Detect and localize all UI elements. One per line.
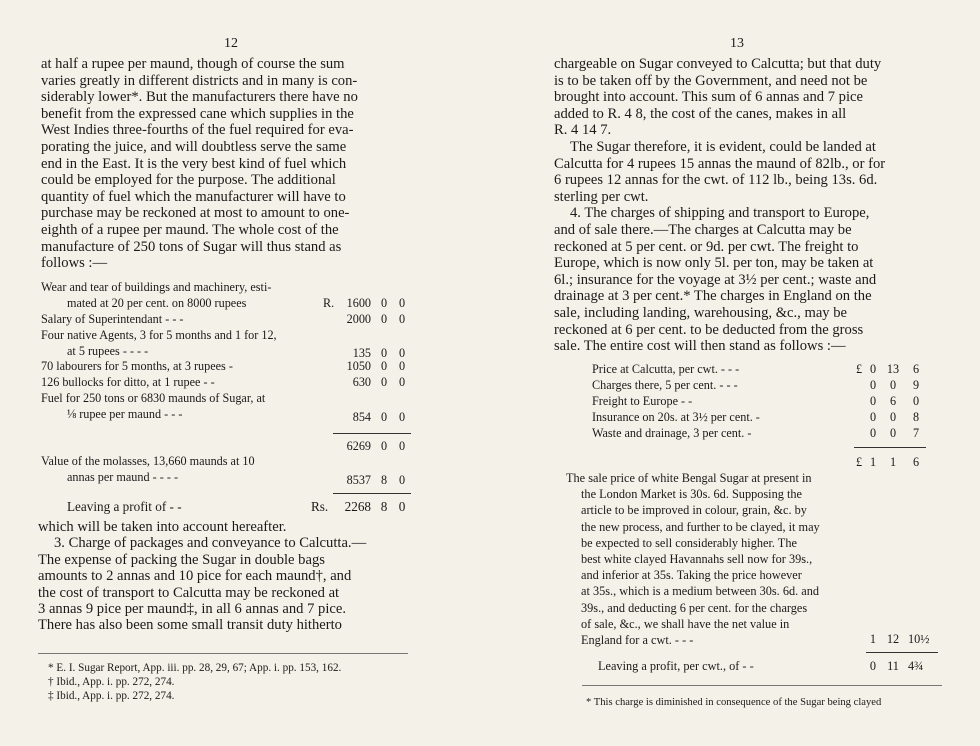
sum-rule <box>333 433 411 434</box>
sum-rule <box>333 493 411 494</box>
row-label: Leaving a profit of - - <box>67 499 182 514</box>
sum-rule <box>866 652 938 653</box>
shillings-value: 1 <box>889 455 897 469</box>
shillings-value: 0 <box>889 426 897 440</box>
pice-value: 0 <box>398 312 406 326</box>
text-line: could be employed for the purpose. The additional <box>41 172 336 189</box>
net-value-cell <box>868 632 940 650</box>
pence-value: 8 <box>912 410 920 424</box>
page-number: 13 <box>730 36 744 51</box>
sum-rule <box>854 447 926 448</box>
rupees-value: 8537 <box>346 473 371 487</box>
rupees-value: 1050 <box>346 359 371 373</box>
shillings-value: 11 <box>887 659 899 673</box>
text-line: be expected to sell considerably higher. The <box>581 535 797 550</box>
text-line: drainage at 3 per cent.* The charges in England on the <box>554 288 872 305</box>
shillings-value: 12 <box>886 632 900 646</box>
annas-value: 0 <box>380 312 388 326</box>
row-label: Charges there, 5 per cent. - - - <box>592 378 738 392</box>
pice-value: 0 <box>398 473 406 487</box>
body-paragraph <box>566 470 864 648</box>
pounds-value: 0 <box>869 378 877 392</box>
currency-label: £ <box>856 362 863 376</box>
footnote-line: † Ibid., App. i. pp. 272, 274. <box>48 675 175 688</box>
row-label: Insurance on 20s. at 3½ per cent. - <box>592 410 760 424</box>
text-line: 6l.; insurance for the voyage at 3½ per cent.; waste and <box>554 271 877 288</box>
text-line: amounts to 2 annas and 10 pice for each maund†, and <box>38 568 352 585</box>
text-line: chargeable on Sugar conveyed to Calcutta; but that duty <box>554 56 882 72</box>
text-line: the new process, and further to be clayed, it may <box>581 519 820 534</box>
text-line: best white clayed Havannahs sell now for 39s., <box>581 552 813 567</box>
currency-label: Rs. <box>311 499 329 514</box>
annas-value: 0 <box>380 439 388 453</box>
text-line: the London Market is 30s. 6d. Supposing the <box>581 487 802 502</box>
pence-value: 6 <box>912 362 920 376</box>
body-paragraph <box>554 56 926 355</box>
cost-table <box>41 280 421 520</box>
text-line: eighth of a rupee per maund. The whole cost of the <box>41 221 339 238</box>
text-line: England for a cwt. - - - <box>581 633 694 648</box>
section-heading: 4. The charges of shipping and transport to Europe, <box>570 205 870 222</box>
text-line: of sale, &c., we shall have the net value in <box>581 616 790 631</box>
pice-value: 0 <box>398 296 406 310</box>
text-line: manufacture of 250 tons of Sugar will thus stand as <box>41 238 342 255</box>
text-line: Calcutta for 4 rupees 15 annas the maund of 82lb., or for <box>554 155 886 172</box>
rupees-value: 2268 <box>344 499 371 514</box>
text-line: porating the juice, and will doubtless serve the same <box>41 138 347 155</box>
shillings-value: 13 <box>886 362 900 376</box>
pence-value: 0 <box>912 394 920 408</box>
text-line: and of sale there.—The charges at Calcutta may be <box>554 221 852 238</box>
shillings-value: 6 <box>889 394 897 408</box>
footnote <box>48 662 341 703</box>
text-line: benefit from the expressed cane which supplies in the <box>41 105 354 122</box>
text-line: The Sugar therefore, it is evident, could be landed at <box>570 138 876 155</box>
pounds-value: 1 <box>869 455 877 469</box>
text-line: There has also been some small transit duty hitherto <box>38 617 342 634</box>
pounds-value: 0 <box>869 410 877 424</box>
currency-label: £ <box>856 455 863 469</box>
rupees-value: 854 <box>352 410 371 424</box>
text-line: added to R. 4 8, the cost of the canes, makes in all <box>554 105 847 122</box>
text-line: brought into account. This sum of 6 annas and 7 pice <box>554 89 863 106</box>
text-line: reckoned at 5 per cent. or 9d. per cwt. The freight to <box>554 238 859 255</box>
text-line: reckoned at 6 per cent. to be deducted from the gross <box>554 321 864 338</box>
annas-value: 8 <box>380 473 388 487</box>
pice-value: 0 <box>398 410 406 424</box>
annas-value: 0 <box>380 410 388 424</box>
pounds-value: 0 <box>869 659 877 673</box>
footnote-line: ‡ Ibid., App. i. pp. 272, 274. <box>48 689 175 702</box>
text-line: varies greatly in different districts and in many is con- <box>41 72 358 89</box>
row-label: mated at 20 per cent. on 8000 rupees <box>67 296 247 310</box>
row-label: 126 bullocks for ditto, at 1 rupee - - <box>41 375 215 389</box>
page-number: 12 <box>224 36 238 51</box>
pence-value: 10½ <box>908 632 930 646</box>
annas-value: 0 <box>380 296 388 310</box>
pice-value: 0 <box>398 359 406 373</box>
profit-row <box>598 659 942 677</box>
rupees-value: 630 <box>352 375 371 389</box>
currency-label: R. <box>323 296 335 310</box>
pice-value: 0 <box>398 346 406 360</box>
row-label: 70 labourers for 5 months, at 3 rupees - <box>41 359 233 373</box>
pence-value: 9 <box>912 378 920 392</box>
pence-value: 6 <box>912 455 920 469</box>
annas-value: 8 <box>380 499 388 514</box>
body-paragraph <box>38 519 408 634</box>
text-line: follows :— <box>41 255 108 272</box>
text-line: The sale price of white Bengal Sugar at present in <box>566 471 812 485</box>
rupees-value: 6269 <box>346 439 371 453</box>
text-line: is to be taken off by the Government, and need not be <box>554 72 868 89</box>
text-line: sale, including landing, warehousing, &c., may be <box>554 304 848 321</box>
text-line: 39s., and deducting 6 per cent. for the charges <box>581 600 808 615</box>
text-line: R. 4 14 7. <box>554 122 612 139</box>
right-page <box>490 0 980 746</box>
text-line: quantity of fuel which the manufacturer will have to <box>41 188 346 205</box>
rupees-value: 2000 <box>346 312 371 326</box>
footnote-rule <box>582 685 942 686</box>
pounds-value: 1 <box>869 632 877 646</box>
pice-value: 0 <box>398 499 406 514</box>
text-line: at 35s., which is a medium between 30s. 6d. and <box>581 584 820 599</box>
text-line: and inferior at 35s. Taking the price however <box>581 568 802 583</box>
row-label: Fuel for 250 tons or 6830 maunds of Sugar, at <box>41 391 266 405</box>
row-label: Salary of Superintendant - - - <box>41 312 184 326</box>
text-line: sterling per cwt. <box>554 188 649 205</box>
annas-value: 0 <box>380 346 388 360</box>
text-line: end in the East. It is the very best kind of fuel which <box>41 155 347 172</box>
annas-value: 0 <box>380 359 388 373</box>
rupees-value: 135 <box>352 346 371 360</box>
rupees-value: 1600 <box>346 296 371 310</box>
pounds-value: 0 <box>869 362 877 376</box>
row-label: ⅛ rupee per maund - - - <box>67 407 183 421</box>
shillings-value: 0 <box>889 410 897 424</box>
sterling-cost-table <box>592 362 932 472</box>
text-line: which will be taken into account hereafter. <box>38 519 287 535</box>
text-line: sale. The entire cost will then stand as follows :— <box>554 338 846 355</box>
text-line: at half a rupee per maund, though of course the sum <box>41 56 345 72</box>
footnote: * This charge is diminished in consequence of the Sugar being clayed <box>586 697 882 708</box>
pice-value: 0 <box>398 375 406 389</box>
row-label: at 5 rupees - - - - <box>67 344 149 358</box>
row-label: Waste and drainage, 3 per cent. - <box>592 426 752 440</box>
row-label: Value of the molasses, 13,660 maunds at 10 <box>41 454 255 468</box>
row-label: Price at Calcutta, per cwt. - - - <box>592 362 740 376</box>
pounds-value: 0 <box>869 426 877 440</box>
text-line: West Indies three-fourths of the fuel required for eva- <box>41 122 354 139</box>
row-label: Four native Agents, 3 for 5 months and 1 for 12, <box>41 328 277 342</box>
pence-value: 7 <box>912 426 920 440</box>
text-line: The expense of packing the Sugar in double bags <box>38 551 325 568</box>
shillings-value: 0 <box>889 378 897 392</box>
pounds-value: 0 <box>869 394 877 408</box>
body-paragraph <box>41 56 419 272</box>
row-label: annas per maund - - - - <box>67 470 178 484</box>
text-line: Europe, which is now only 5l. per ton, may be taken at <box>554 255 874 272</box>
row-label: Freight to Europe - - <box>592 394 693 408</box>
footnote-rule <box>38 653 408 654</box>
row-label: Leaving a profit, per cwt., of - - <box>598 659 754 673</box>
pence-value: 4¾ <box>908 659 924 673</box>
annas-value: 0 <box>380 375 388 389</box>
text-line: 3 annas 9 pice per maund‡, in all 6 annas and 7 pice. <box>38 601 346 618</box>
text-line: article to be improved in colour, grain, &c. by <box>581 503 807 518</box>
text-line: 6 rupees 12 annas for the cwt. of 112 lb., being 13s. 6d. <box>554 172 878 189</box>
text-line: purchase may be reckoned at most to amount to one- <box>41 205 350 222</box>
section-heading: 3. Charge of packages and conveyance to Calcutta.— <box>54 535 367 552</box>
row-label: Wear and tear of buildings and machinery, esti- <box>41 280 272 294</box>
text-line: siderably lower*. But the manufacturers there have no <box>41 89 358 106</box>
footnote-line: * E. I. Sugar Report, App. iii. pp. 28, 29, 67; App. i. pp. 153, 162. <box>48 662 342 674</box>
text-line: the cost of transport to Calcutta may be reckoned at <box>38 584 340 601</box>
left-page <box>0 0 470 746</box>
pice-value: 0 <box>398 439 406 453</box>
